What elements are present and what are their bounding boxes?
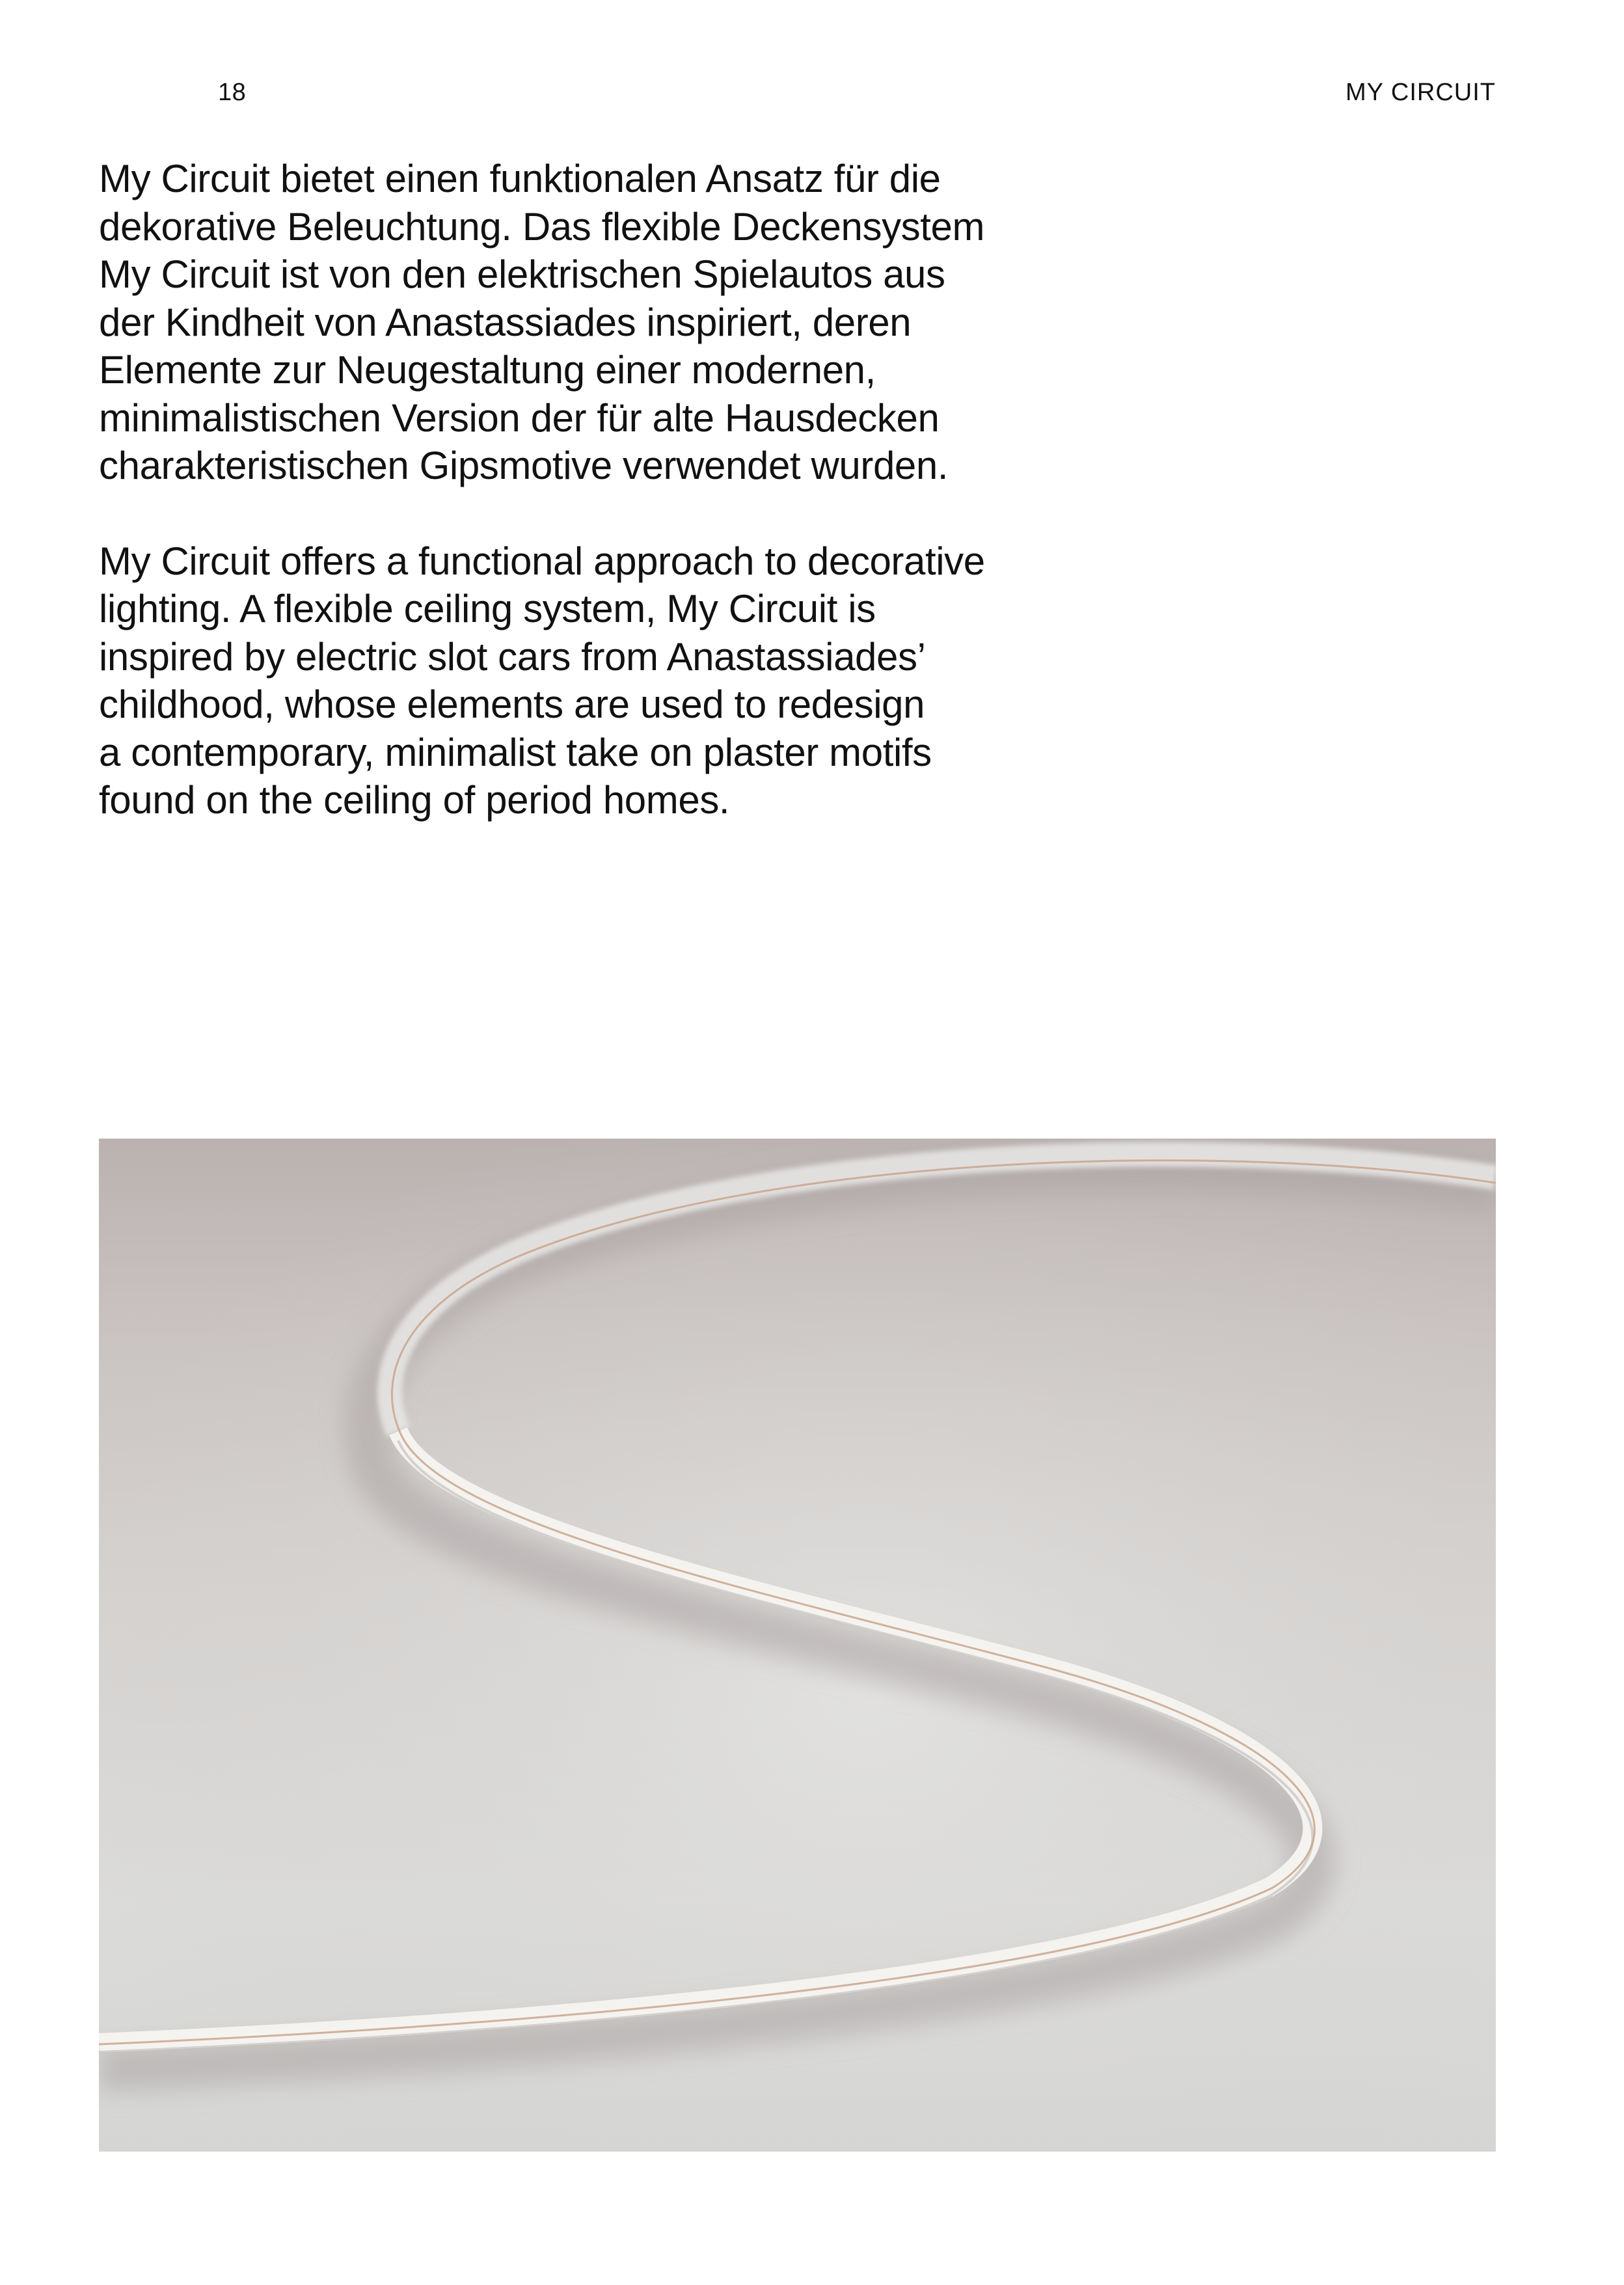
page-number: 18 — [218, 79, 247, 106]
text-line: Elemente zur Neugestaltung einer modernen, — [99, 348, 876, 392]
product-photo — [99, 1139, 1496, 2152]
text-line: inspired by electric slot cars from Anastassiades’ — [99, 634, 926, 679]
text-line: My Circuit offers a functional approach to decorative — [99, 539, 985, 583]
light-track-illustration — [99, 1139, 1496, 2152]
text-line: a contemporary, minimalist take on plaster motifs — [99, 730, 932, 774]
text-line: My Circuit ist von den elektrischen Spielautos aus — [99, 252, 945, 296]
text-line: der Kindheit von Anastassiades inspiriert, deren — [99, 300, 912, 344]
text-line: dekorative Beleuchtung. Das flexible Deckensystem — [99, 204, 985, 249]
body-text — [99, 155, 1205, 824]
paragraph-german — [99, 155, 1205, 490]
text-line: found on the ceiling of period homes. — [99, 778, 730, 822]
text-line: My Circuit bietet einen funktionalen Ansatz für die — [99, 157, 941, 200]
paragraph-english — [99, 537, 1205, 824]
text-line: lighting. A flexible ceiling system, My Circuit is — [99, 587, 876, 630]
running-header: MY CIRCUIT — [1346, 79, 1496, 106]
text-line: charakteristischen Gipsmotive verwendet wurden. — [99, 444, 949, 487]
text-line: childhood, whose elements are used to redesign — [99, 683, 925, 726]
text-line: minimalistischen Version der für alte Hausdecken — [99, 396, 940, 440]
